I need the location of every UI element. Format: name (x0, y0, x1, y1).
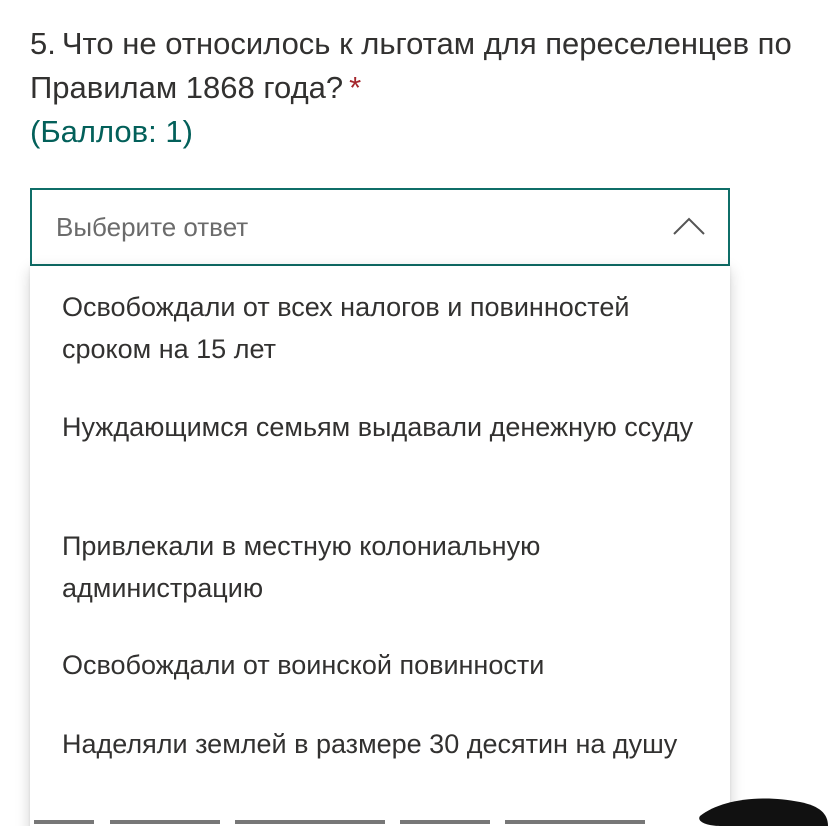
question-number: 5. (30, 26, 56, 61)
option-item[interactable]: Освобождали от воинской повинности (62, 650, 545, 680)
dark-shape (680, 788, 828, 826)
question-points: (Баллов: 1) (30, 114, 193, 149)
chevron-up-icon[interactable] (672, 216, 706, 236)
question-text: Что не относилось к льготам для переселенцев по Правилам 1868 года? (30, 26, 792, 105)
options-dropdown (30, 266, 730, 826)
option-item[interactable]: Привлекали в местную колониальную администрацию (62, 531, 541, 603)
option-item[interactable]: Нуждающимся семьям выдавали денежную ссуду (62, 412, 694, 442)
option-item[interactable]: Наделяли землей в размере 30 десятин на душу (62, 729, 678, 759)
question-title (30, 22, 810, 154)
cut-off-text-fragment (30, 812, 670, 826)
answer-select[interactable] (30, 188, 730, 266)
option-item[interactable]: Освобождали от всех налогов и повинностей сроком на 15 лет (62, 292, 630, 364)
required-mark: * (349, 70, 362, 105)
select-placeholder: Выберите ответ (56, 212, 249, 242)
